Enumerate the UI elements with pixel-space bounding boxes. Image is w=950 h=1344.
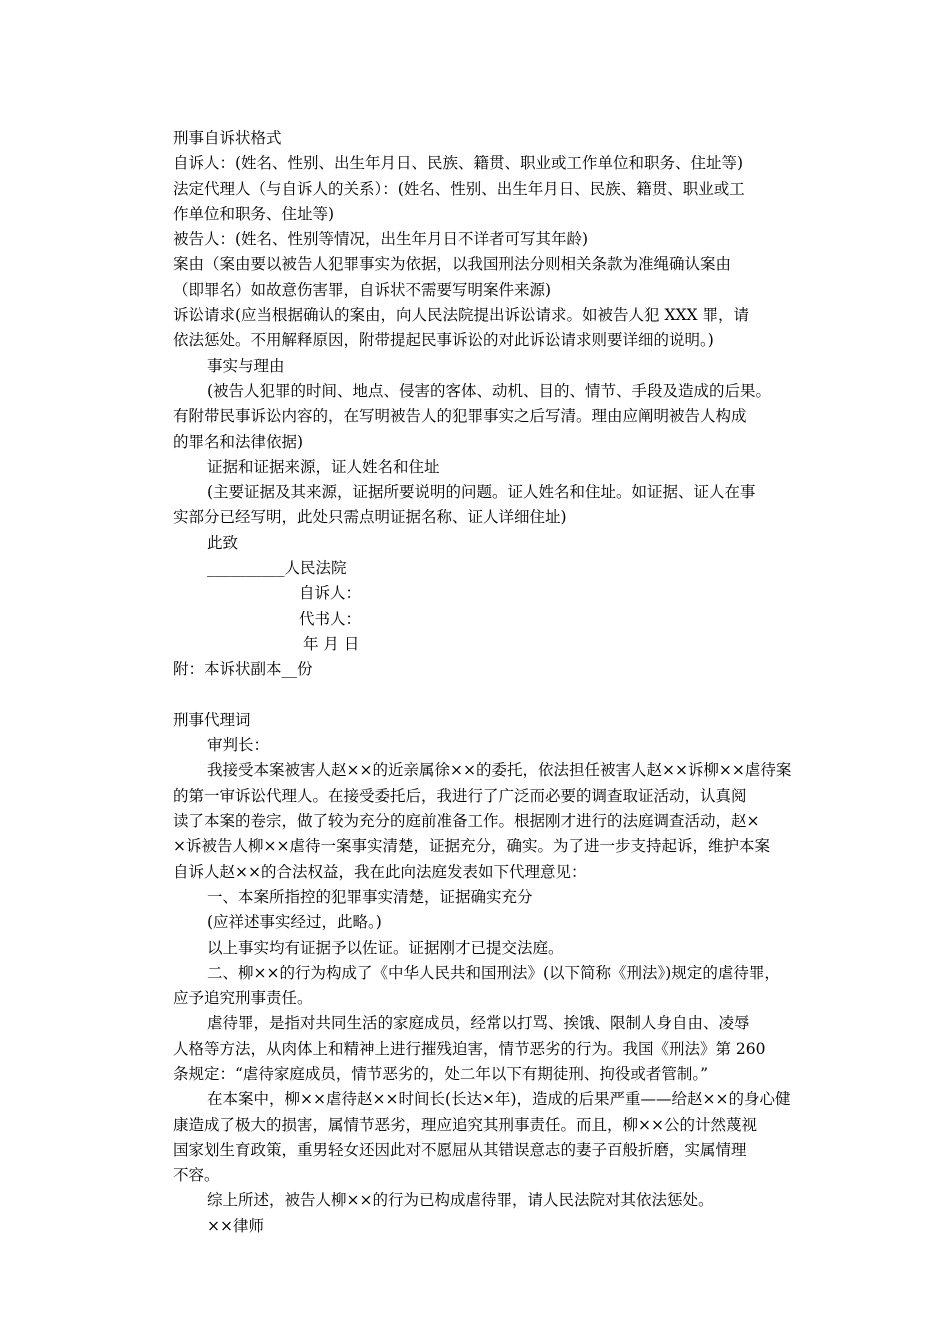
- speech-para1-line-2: 的第一审诉讼代理人。在接受委托后，我进行了广泛而必要的调查取证活动，认真阅: [173, 786, 747, 805]
- speech-conclusion: 综上所述，被告人柳××的行为已构成虐待罪，请人民法院对其依法惩处。: [207, 1191, 714, 1210]
- speech-point2-line-1: 二、柳××的行为构成了《中华人民共和国刑法》(以下简称《刑法》)规定的虐待罪，: [207, 963, 780, 982]
- sign-writer: 代书人：: [299, 609, 362, 628]
- facts-line-2: 有附带民事诉讼内容的，在写明被告人的犯罪事实之后写清。理由应阐明被告人构成: [173, 407, 747, 426]
- speech-address: 审判长：: [207, 736, 270, 755]
- speech-para4-line-1: 在本案中，柳××虐待赵××时间长(长达×年)，造成的后果严重——给赵××的身心健: [207, 1090, 791, 1109]
- facts-line-3: 的罪名和法律依据): [173, 432, 304, 451]
- speech-para1-line-3: 读了本案的卷宗，做了较为充分的庭前准备工作。根据刚才进行的法庭调查活动，赵×: [173, 812, 760, 831]
- evidence-line-1: (主要证据及其来源，证据所要说明的问题。证人姓名和住址。如证据、证人在事: [207, 483, 756, 502]
- speech-para1-line-1: 我接受本案被害人赵××的近亲属徐××的委托，依法担任被害人赵××诉柳××虐待案: [207, 761, 792, 780]
- evidence-line-2: 实部分已经写明，此处只需点明证据名称、证人详细住址): [173, 508, 567, 527]
- complaint-title: 刑事自诉状格式: [173, 129, 282, 147]
- speech-para4-line-3: 国家划生育政策，重男轻女还因此对不愿屈从其错误意志的妻子百般折磨，实属情理: [173, 1140, 747, 1159]
- speech-para4-line-4: 不容。: [173, 1166, 220, 1185]
- speech-para4-line-2: 康造成了极大的损害，属情节恶劣，理应追究其刑事责任。而且，柳××公的计然蔑视: [173, 1115, 757, 1134]
- speech-point1-proof: 以上事实均有证据予以佐证。证据刚才已提交法庭。: [207, 938, 564, 957]
- section-gap: [173, 683, 813, 708]
- facts-heading: 事实与理由: [207, 356, 285, 375]
- speech-point1: 一、本案所指控的犯罪事实清楚，证据确实充分: [207, 887, 533, 906]
- speech-para1-line-4: ×诉被告人柳××虐待一案事实清楚，证据充分，确实。为了进一步支持起诉，维护本案: [173, 837, 770, 856]
- legal-agent-line-1: 法定代理人（与自诉人的关系）：(姓名、性别、出生年月日、民族、籍贯、职业或工: [173, 179, 745, 198]
- speech-point2-line-2: 应予追究刑事责任。: [173, 989, 313, 1008]
- defendant-line: 被告人：(姓名、性别等情况，出生年月日不详者可写其年龄): [173, 230, 589, 249]
- document-page: [173, 126, 813, 1239]
- attachment-line: 附：本诉状副本__份: [173, 660, 313, 679]
- cause-line-1: 案由（案由要以被告人犯罪事实为依据，以我国刑法分则相关条款为准绳确认案由: [173, 255, 732, 274]
- plaintiff-line: 自诉人：(姓名、性别、出生年月日、民族、籍贯、职业或工作单位和职务、住址等): [173, 154, 744, 173]
- speech-title: 刑事代理词: [173, 710, 251, 729]
- speech-lawyer: ××律师: [207, 1216, 264, 1235]
- speech-para1-line-5: 自诉人赵××的合法权益，我在此向法庭发表如下代理意见：: [173, 862, 587, 881]
- court-line: __________人民法院: [207, 559, 347, 578]
- speech-para3-line-2: 人格等方法，从肉体上和精神上进行摧残迫害，情节恶劣的行为。我国《刑法》第 260: [173, 1039, 766, 1058]
- cause-line-2: （即罪名）如故意伤害罪，自诉状不需要写明案件来源): [173, 280, 552, 299]
- speech-para3-line-1: 虐待罪，是指对共同生活的家庭成员，经常以打骂、挨饿、限制人身自由、凌辱: [207, 1014, 750, 1033]
- request-line-1: 诉讼请求(应当根据确认的案由，向人民法院提出诉讼请求。如被告人犯 XXX 罪，请: [173, 306, 750, 325]
- speech-para3-line-3: 条规定：“虐待家庭成员，情节恶劣的，处二年以下有期徒刑、拘役或者管制。”: [173, 1064, 709, 1083]
- salutation: 此致: [207, 533, 239, 552]
- sign-plaintiff: 自诉人：: [299, 584, 362, 603]
- facts-line-1: (被告人犯罪的时间、地点、侵害的客体、动机、目的、情节、手段及造成的后果。: [207, 381, 772, 400]
- speech-point1-note: (应祥述事实经过，此略。): [207, 913, 382, 932]
- request-line-2: 依法惩处。不用解释原因，附带提起民事诉讼的对此诉讼请求则要详细的说明。): [173, 331, 714, 350]
- sign-date: 年 月 日: [303, 634, 360, 653]
- evidence-heading: 证据和证据来源，证人姓名和住址: [207, 457, 440, 476]
- legal-agent-line-2: 作单位和职务、住址等): [173, 204, 335, 223]
